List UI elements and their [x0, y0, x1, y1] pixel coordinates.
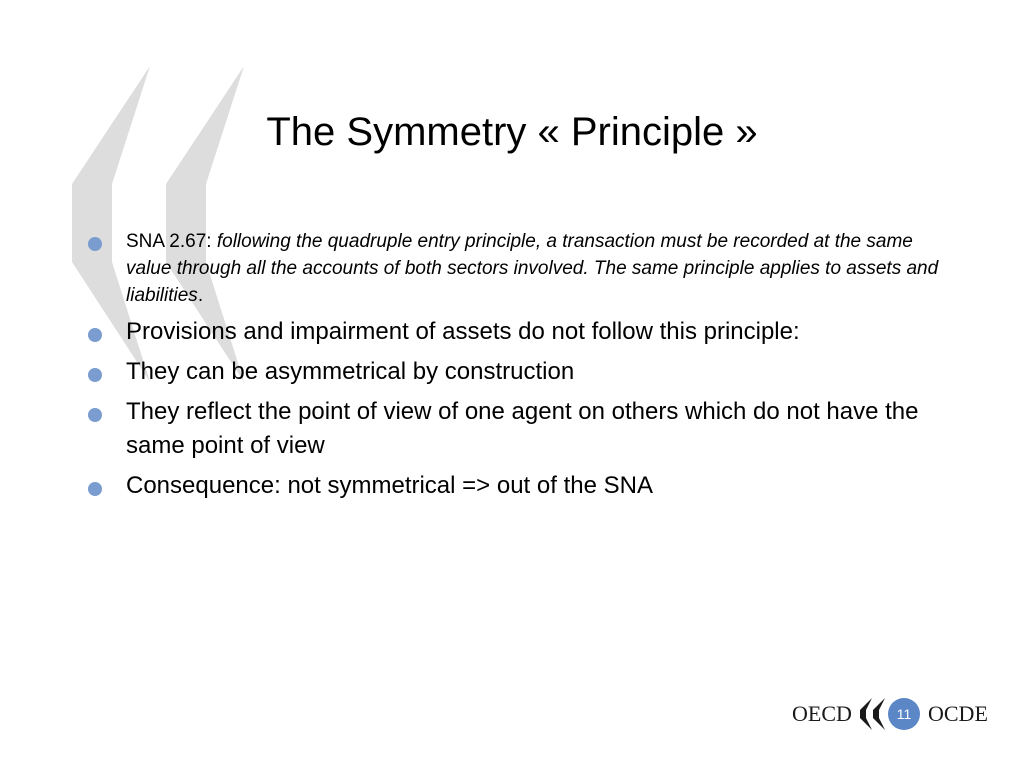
bullet-dot-icon [88, 237, 102, 251]
slide-title: The Symmetry « Principle » [266, 110, 758, 154]
footer-logo-bar [788, 692, 998, 736]
bullet-dot-icon [88, 328, 102, 342]
bullet-dot-icon [88, 408, 102, 422]
bullet-dot-icon [88, 482, 102, 496]
bullet-suffix: . [197, 285, 204, 306]
bullet-item-provisions [126, 315, 946, 349]
bullet-quote: following the quadruple entry principle, a transaction must be recorded at the same value through all the accounts of both sectors involved. The same principle applies to assets and liabilities [126, 231, 939, 306]
bullet-dot-icon [88, 368, 102, 382]
page-number-badge: 11 [888, 698, 920, 730]
bullet-item-point-of-view [126, 395, 946, 463]
bullet-text: They reflect the point of view of one agent on others which do not have the same point of view [126, 398, 919, 459]
footer-oecd-text: OECD [792, 701, 852, 726]
bullet-item-asymmetrical [126, 355, 946, 389]
footer-ocde-text: OCDE [928, 701, 988, 726]
bullet-text: Consequence: not symmetrical => out of the SNA [126, 472, 653, 499]
bullet-item-sna-quote [126, 228, 946, 309]
oecd-quote-logo-icon [858, 698, 888, 730]
bullet-prefix: SNA 2.67: [126, 231, 217, 252]
bullet-item-consequence [126, 469, 946, 503]
bullet-text: They can be asymmetrical by construction [126, 358, 575, 385]
bullet-list [126, 228, 946, 503]
bullet-text: Provisions and impairment of assets do not follow this principle: [126, 318, 800, 345]
